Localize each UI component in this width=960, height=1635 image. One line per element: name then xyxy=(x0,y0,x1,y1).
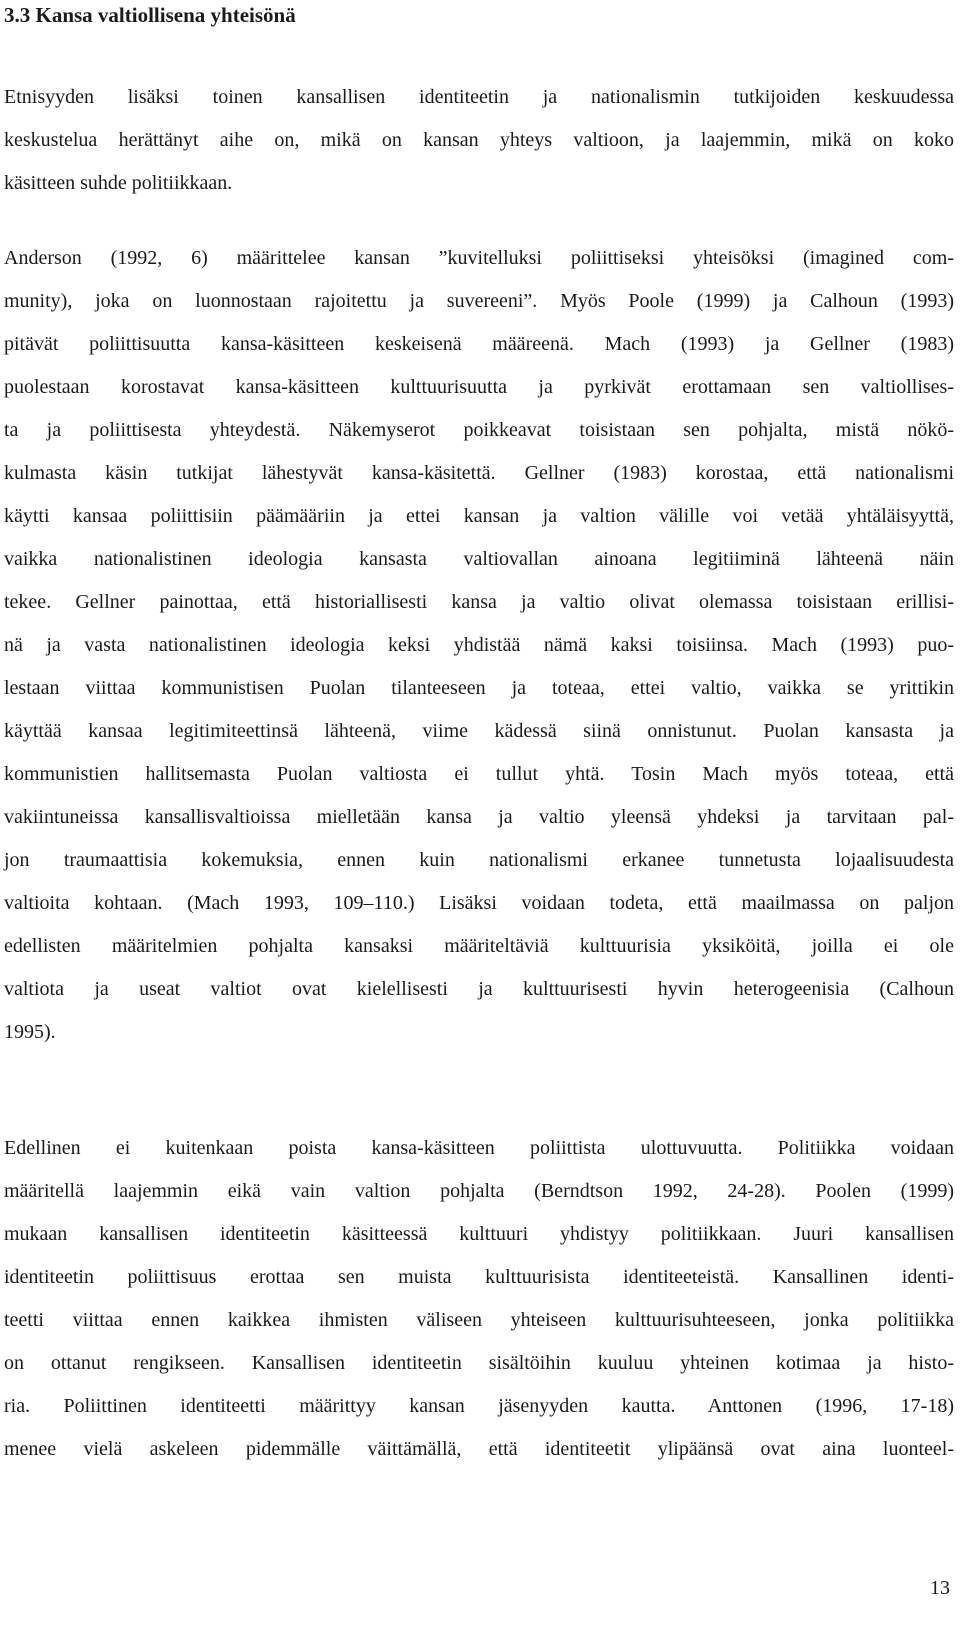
text-line: Edellinen ei kuitenkaan poista kansa-käsitteen poliittista ulottuvuutta. Politiikka voidaan xyxy=(4,1137,954,1159)
text-line: menee vielä askeleen pidemmälle väittämällä, että identiteetit ylipäänsä ovat aina luonteel- xyxy=(4,1438,954,1460)
text-line: munity), joka on luonnostaan rajoitettu ja suvereeni”. Myös Poole (1999) ja Calhoun (1993) xyxy=(4,290,954,312)
text-line: lestaan viittaa kommunistisen Puolan tilanteeseen ja toteaa, ettei valtio, vaikka se yrittikin xyxy=(4,677,954,699)
text-line: kommunistien hallitsemasta Puolan valtiosta ei tullut yhtä. Tosin Mach myös toteaa, että xyxy=(4,763,954,785)
text-line: on ottanut rengikseen. Kansallisen identiteetin sisältöihin kuuluu yhteinen kotimaa ja histo- xyxy=(4,1352,954,1374)
text-line: identiteetin poliittisuus erottaa sen muista kulttuurisista identiteeteistä. Kansallinen identi- xyxy=(4,1266,954,1288)
text-line: mukaan kansallisen identiteetin käsitteessä kulttuuri yhdistyy politiikkaan. Juuri kansallisen xyxy=(4,1223,954,1245)
text-line: nä ja vasta nationalistinen ideologia keksi yhdistää nämä kaksi toisiinsa. Mach (1993) puo- xyxy=(4,634,954,656)
text-line: Etnisyyden lisäksi toinen kansallisen identiteetin ja nationalismin tutkijoiden keskuudessa xyxy=(4,86,954,108)
text-line: vaikka nationalistinen ideologia kansasta valtiovallan ainoana legitiiminä lähteenä näin xyxy=(4,548,954,570)
text-line: 1995). xyxy=(4,1021,56,1043)
text-line: Anderson (1992, 6) määrittelee kansan ”kuvitelluksi poliittiseksi yhteisöksi (imagined com- xyxy=(4,247,954,269)
text-line: ria. Poliittinen identiteetti määrittyy kansan jäsenyyden kautta. Anttonen (1996, 17-18) xyxy=(4,1395,954,1417)
text-line: keskustelua herättänyt aihe on, mikä on kansan yhteys valtioon, ja laajemmin, mikä on koko xyxy=(4,129,954,151)
text-line: valtiota ja useat valtiot ovat kielellisesti ja kulttuurisesti hyvin heterogeenisia (Calhoun xyxy=(4,978,954,1000)
text-line: jon traumaattisia kokemuksia, ennen kuin nationalismi erkanee tunnetusta lojaalisuudesta xyxy=(4,849,954,871)
text-line: valtioita kohtaan. (Mach 1993, 109–110.) Lisäksi voidaan todeta, että maailmassa on paljon xyxy=(4,892,954,914)
text-line: pitävät poliittisuutta kansa-käsitteen keskeisenä määreenä. Mach (1993) ja Gellner (1983) xyxy=(4,333,954,355)
text-line: kulmasta käsin tutkijat lähestyvät kansa-käsitettä. Gellner (1983) korostaa, että nationalismi xyxy=(4,462,954,484)
text-line: edellisten määritelmien pohjalta kansaksi määriteltäviä kulttuurisia yksiköitä, joilla ei ole xyxy=(4,935,954,957)
text-line: käsitteen suhde politiikkaan. xyxy=(4,172,233,194)
paragraph-2 xyxy=(4,237,954,1054)
text-line: ta ja poliittisesta yhteydestä. Näkemyserot poikkeavat toisistaan sen pohjalta, mistä nökö- xyxy=(4,419,954,441)
text-line: käyttää kansaa legitimiteettinsä lähteenä, viime kädessä siinä onnistunut. Puolan kansasta ja xyxy=(4,720,954,742)
page-number: 13 xyxy=(930,1577,950,1599)
text-line: tekee. Gellner painottaa, että historiallisesti kansa ja valtio olivat olemassa toisistaan erillisi- xyxy=(4,591,954,613)
section-heading: 3.3 Kansa valtiollisena yhteisönä xyxy=(4,3,296,27)
paragraph-3 xyxy=(4,1127,954,1471)
text-line: määritellä laajemmin eikä vain valtion pohjalta (Berndtson 1992, 24-28). Poolen (1999) xyxy=(4,1180,954,1202)
text-line: vakiintuneissa kansallisvaltioissa mielletään kansa ja valtio yleensä yhdeksi ja tarvitaan pal- xyxy=(4,806,954,828)
text-line: käytti kansaa poliittisiin päämääriin ja ettei kansan ja valtion välille voi vetää yhtäläisyyttä, xyxy=(4,505,954,527)
text-line: puolestaan korostavat kansa-käsitteen kulttuurisuutta ja pyrkivät erottamaan sen valtiollises- xyxy=(4,376,954,398)
paragraph-1 xyxy=(4,76,954,205)
text-line: teetti viittaa ennen kaikkea ihmisten väliseen yhteiseen kulttuurisuhteeseen, jonka politiikka xyxy=(4,1309,954,1331)
